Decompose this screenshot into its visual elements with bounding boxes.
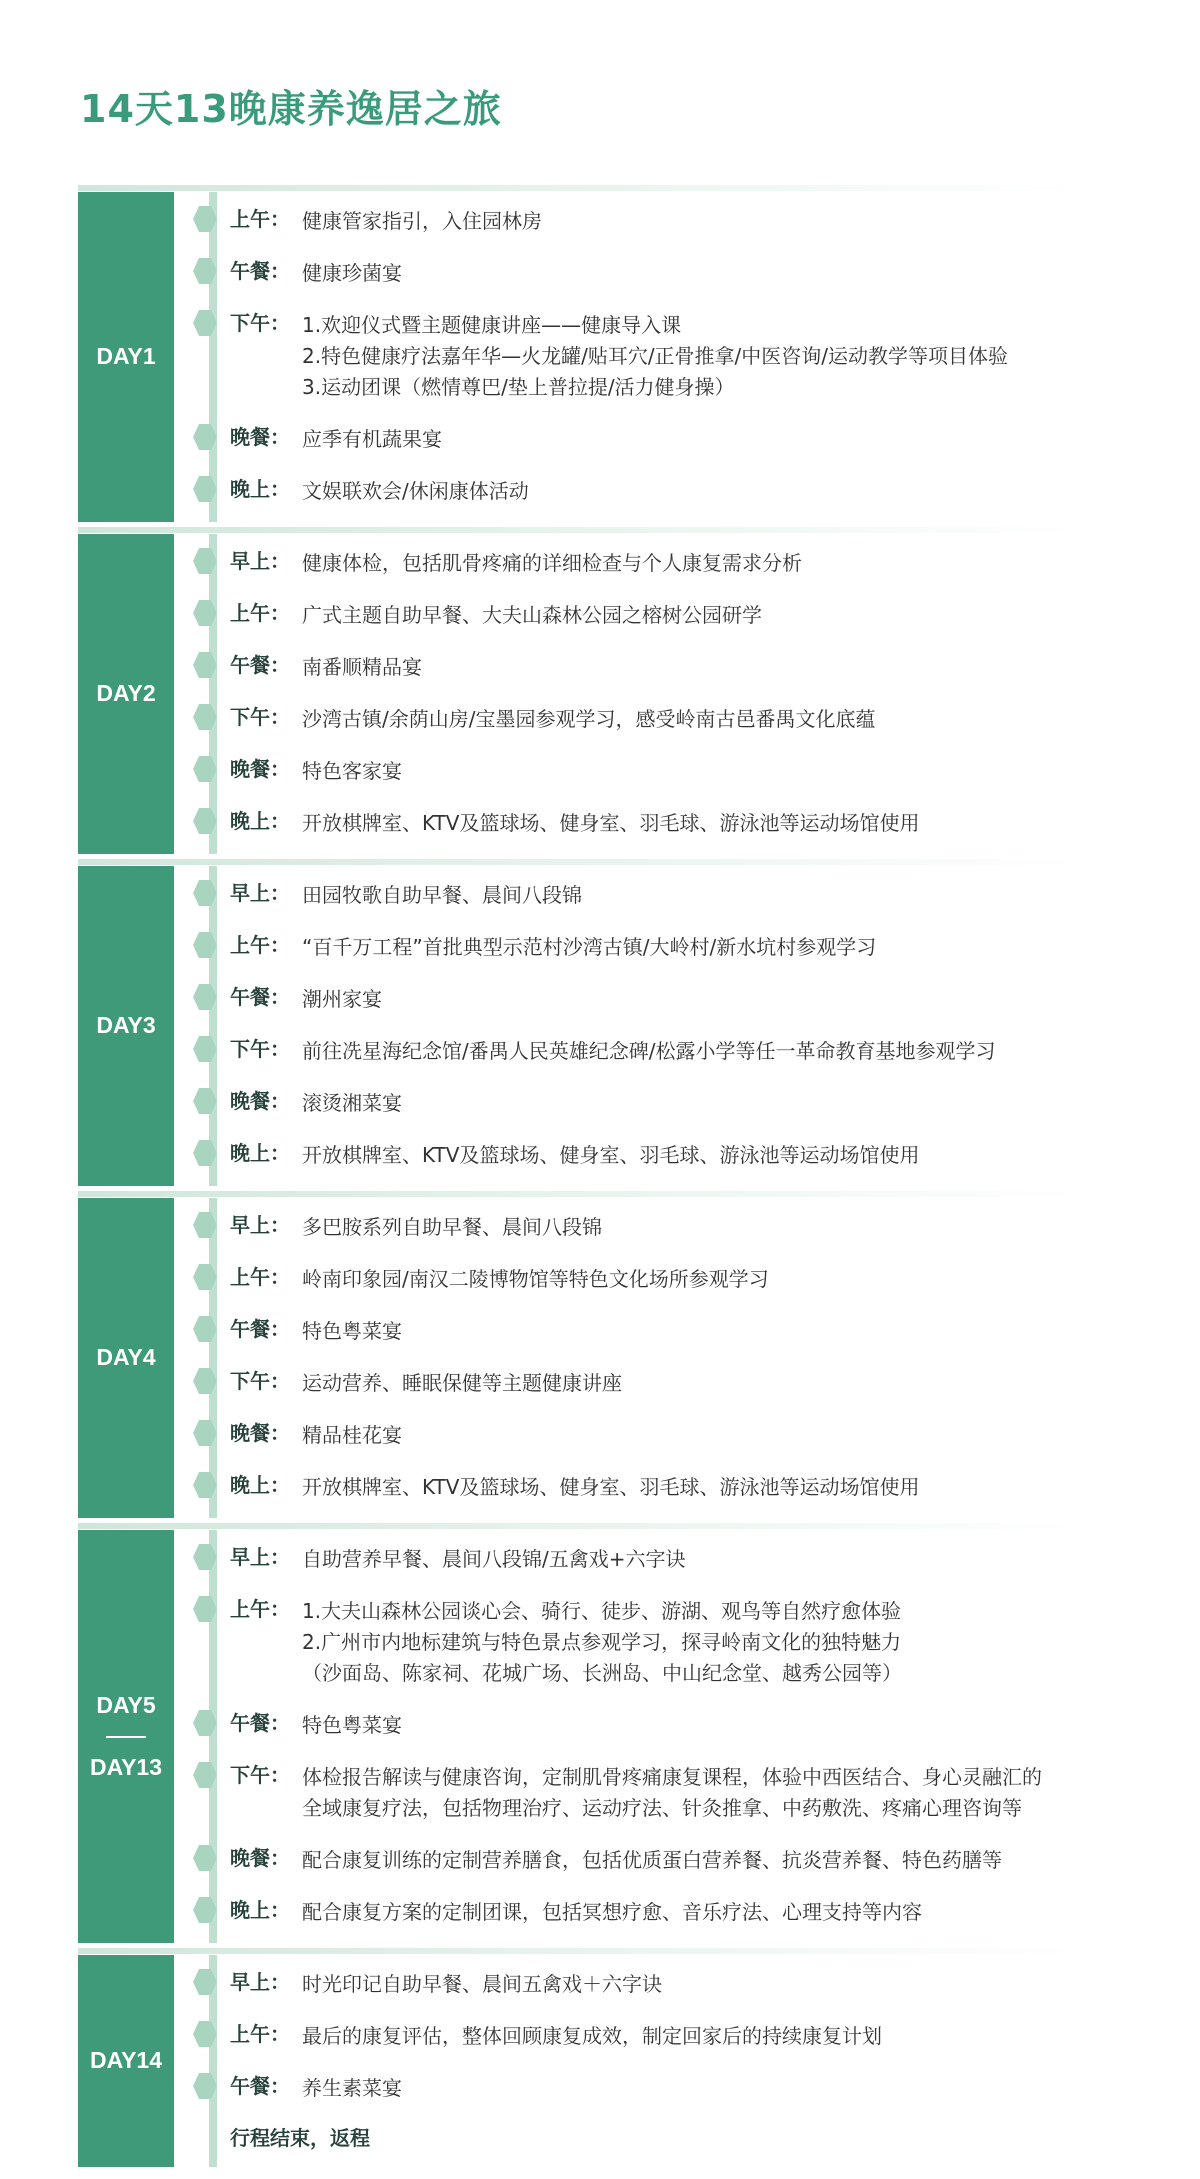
divider [78,1523,1078,1529]
activity-line: 健康珍菌宴 [302,261,402,285]
schedule-item [230,466,1178,518]
time-slot-label: 晚上： [230,477,290,501]
activity-line: 潮州家宴 [302,987,382,1011]
day-label-text: DAY13 [89,1753,163,1780]
schedule-list [230,866,1178,1186]
activity-text [302,1140,919,1171]
activity-text [302,1762,1042,1824]
time-slot-label: 晚上： [230,809,290,833]
activity-text [302,1212,602,1243]
schedule-item [230,1078,1178,1130]
schedule-list [230,1955,1178,2167]
activity-line: 开放棋牌室、KTV及篮球场、健身室、羽毛球、游泳池等运动场馆使用 [302,1475,920,1499]
day-block [78,1530,1178,1943]
time-slot-label: 晚上： [230,1141,290,1165]
activity-text [302,1420,402,1451]
day-label [78,866,174,1186]
day-block [78,1955,1178,2167]
schedule-item [230,1887,1178,1939]
schedule-item [230,922,1178,974]
activity-text [302,600,762,631]
activity-line: 配合康复训练的定制营养膳食，包括优质蛋白营养餐、抗炎营养餐、特色药膳等 [302,1848,1002,1872]
activity-line: 沙湾古镇/余荫山房/宝墨园参观学习，感受岭南古邑番禺文化底蕴 [302,707,876,731]
time-slot-label: 午餐： [230,259,290,283]
activity-text [302,310,1008,403]
divider [78,859,1078,865]
activity-line: 时光印记自助早餐、晨间五禽戏＋六字诀 [302,1972,662,1996]
time-slot-label: 晚上： [230,1898,290,1922]
schedule-item [230,1202,1178,1254]
divider [78,1948,1078,1954]
schedule-item [230,2011,1178,2063]
timeline-bar [209,534,217,854]
divider [78,527,1078,533]
activity-text [302,880,582,911]
activity-line: 文娱联欢会/休闲康体活动 [302,479,529,503]
activity-text [302,1969,662,2000]
schedule-item [230,694,1178,746]
time-slot-label: 晚上： [230,1473,290,1497]
activity-text [302,756,402,787]
time-slot-label: 上午： [230,2022,290,2046]
timeline-bar [209,866,217,1186]
day-block [78,192,1178,522]
schedule-item [230,1358,1178,1410]
activity-line: 最后的康复评估，整体回顾康复成效，制定回家后的持续康复计划 [302,2024,882,2048]
activity-line: 开放棋牌室、KTV及篮球场、健身室、羽毛球、游泳池等运动场馆使用 [302,811,920,835]
time-slot-label: 上午： [230,933,290,957]
schedule-list [230,1198,1178,1518]
time-slot-label: 上午： [230,601,290,625]
schedule-item [230,1752,1178,1835]
schedule-item [230,1534,1178,1586]
activity-text [302,1368,622,1399]
time-slot-label: 下午： [230,705,290,729]
schedule-item [230,746,1178,798]
activity-text [302,206,542,237]
schedule-item [230,798,1178,850]
time-slot-label: 早上： [230,881,290,905]
schedule-item [230,974,1178,1026]
activity-line: 特色客家宴 [302,759,402,783]
activity-text [302,2073,402,2104]
trip-end-text: 行程结束，返程 [230,2126,370,2150]
activity-line: 滚烫湘菜宴 [302,1091,402,1115]
time-slot-label: 晚餐： [230,1846,290,1870]
time-slot-label: 午餐： [230,653,290,677]
time-slot-label: 午餐： [230,2074,290,2098]
activity-line: 特色粤菜宴 [302,1319,402,1343]
schedule-item [230,1254,1178,1306]
day-label-text: DAY5 [96,1692,156,1719]
time-slot-label: 上午： [230,1265,290,1289]
activity-text [302,984,382,1015]
activity-text [302,1472,919,1503]
activity-line: 3.运动团课（燃情尊巴/垫上普拉提/活力健身操） [302,375,735,399]
divider [78,1191,1078,1197]
activity-line: 南番顺精品宴 [302,655,422,679]
activity-line: 前往冼星海纪念馆/番禺人民英雄纪念碑/松露小学等任一革命教育基地参观学习 [302,1039,996,1063]
activity-text [302,1845,1002,1876]
time-slot-label: 下午： [230,311,290,335]
time-slot-label: 早上： [230,1213,290,1237]
schedule-item [230,300,1178,414]
activity-line: 运动营养、睡眠保健等主题健康讲座 [302,1371,622,1395]
activity-text [302,1316,402,1347]
trip-end-item [230,2115,1178,2163]
activity-line: 2.特色健康疗法嘉年华—火龙罐/贴耳穴/正骨推拿/中医咨询/运动教学等项目体验 [302,344,1009,368]
day-block [78,534,1178,854]
activity-text [302,1897,922,1928]
activity-text [302,932,876,963]
activity-text [302,704,875,735]
activity-line: 岭南印象园/南汉二陵博物馆等特色文化场所参观学习 [302,1267,769,1291]
timeline-bar [209,192,217,522]
schedule-item [230,248,1178,300]
time-slot-label: 上午： [230,207,290,231]
day-label-text: DAY4 [96,1344,156,1371]
activity-line: 应季有机蔬果宴 [302,427,442,451]
schedule-item [230,1700,1178,1752]
time-slot-label: 晚餐： [230,1421,290,1445]
day-label [78,192,174,522]
activity-line: 特色粤菜宴 [302,1713,402,1737]
schedule-list [230,1530,1178,1943]
activity-line: 开放棋牌室、KTV及篮球场、健身室、羽毛球、游泳池等运动场馆使用 [302,1143,920,1167]
time-slot-label: 晚餐： [230,757,290,781]
schedule-item [230,590,1178,642]
activity-text [302,1596,902,1689]
schedule-item [230,1586,1178,1700]
time-slot-label: 晚餐： [230,1089,290,1113]
schedule-item [230,1835,1178,1887]
activity-text [302,258,402,289]
activity-text [302,548,802,579]
schedule-item [230,538,1178,590]
activity-line: 广式主题自助早餐、大夫山森林公园之榕树公园研学 [302,603,762,627]
activity-line: 精品桂花宴 [302,1423,402,1447]
day-range-dash [106,1736,146,1738]
activity-text [302,1544,686,1575]
activity-text [302,1088,402,1119]
activity-line: 自助营养早餐、晨间八段锦/五禽戏+六字诀 [302,1547,686,1571]
activity-line: 体检报告解读与健康咨询，定制肌骨疼痛康复课程，体验中西医结合、身心灵融汇的 [302,1765,1042,1789]
time-slot-label: 午餐： [230,985,290,1009]
activity-line: “百千万工程”首批典型示范村沙湾古镇/大岭村/新水坑村参观学习 [302,935,877,959]
schedule-item [230,196,1178,248]
schedule-item [230,1026,1178,1078]
schedule-item [230,1462,1178,1514]
day-label [78,1198,174,1518]
page-title: 14天13晚康养逸居之旅 [80,87,502,131]
schedule-list [230,192,1178,522]
schedule-item [230,1410,1178,1462]
activity-text [302,1036,995,1067]
activity-line: 1.大夫山森林公园谈心会、骑行、徒步、游湖、观鸟等自然疗愈体验 [302,1599,902,1623]
schedule-item [230,1130,1178,1182]
day-label [78,1530,174,1943]
activity-line: 多巴胺系列自助早餐、晨间八段锦 [302,1215,602,1239]
day-block [78,866,1178,1186]
time-slot-label: 下午： [230,1369,290,1393]
activity-text [302,2021,882,2052]
time-slot-label: 上午： [230,1597,290,1621]
time-slot-label: 下午： [230,1763,290,1787]
time-slot-label: 早上： [230,549,290,573]
schedule-item [230,1306,1178,1358]
activity-line: 田园牧歌自助早餐、晨间八段锦 [302,883,582,907]
divider [78,185,1078,191]
activity-line: 1.欢迎仪式暨主题健康讲座——健康导入课 [302,313,682,337]
day-label-text: DAY3 [96,1012,156,1039]
activity-text [302,1710,402,1741]
activity-text [302,424,442,455]
schedule-item [230,414,1178,466]
schedule-item [230,642,1178,694]
activity-line: 配合康复方案的定制团课，包括冥想疗愈、音乐疗法、心理支持等内容 [302,1900,922,1924]
schedule-list [230,534,1178,854]
activity-line: 养生素菜宴 [302,2076,402,2100]
activity-text [302,808,919,839]
activity-text [302,1264,769,1295]
activity-line: 健康体检，包括肌骨疼痛的详细检查与个人康复需求分析 [302,551,802,575]
day-label-text: DAY1 [96,343,156,370]
activity-line: （沙面岛、陈家祠、花城广场、长洲岛、中山纪念堂、越秀公园等） [302,1661,902,1685]
schedule-item [230,1959,1178,2011]
time-slot-label: 早上： [230,1545,290,1569]
schedule-item [230,870,1178,922]
activity-text [302,652,422,683]
timeline-bar [209,1198,217,1518]
activity-text [302,476,529,507]
day-block [78,1198,1178,1518]
activity-line: 全域康复疗法，包括物理治疗、运动疗法、针灸推拿、中药敷洗、疼痛心理咨询等 [302,1796,1022,1820]
time-slot-label: 下午： [230,1037,290,1061]
schedule-item [230,2063,1178,2115]
day-label-text: DAY14 [89,2047,163,2074]
time-slot-label: 晚餐： [230,425,290,449]
timeline-bar [209,1530,217,1943]
day-label [78,534,174,854]
activity-line: 2.广州市内地标建筑与特色景点参观学习，探寻岭南文化的独特魅力 [302,1630,902,1654]
time-slot-label: 午餐： [230,1317,290,1341]
time-slot-label: 早上： [230,1970,290,1994]
activity-line: 健康管家指引，入住园林房 [302,209,542,233]
time-slot-label: 午餐： [230,1711,290,1735]
day-label-text: DAY2 [96,680,156,707]
itinerary [78,192,1178,2179]
day-label [78,1955,174,2167]
